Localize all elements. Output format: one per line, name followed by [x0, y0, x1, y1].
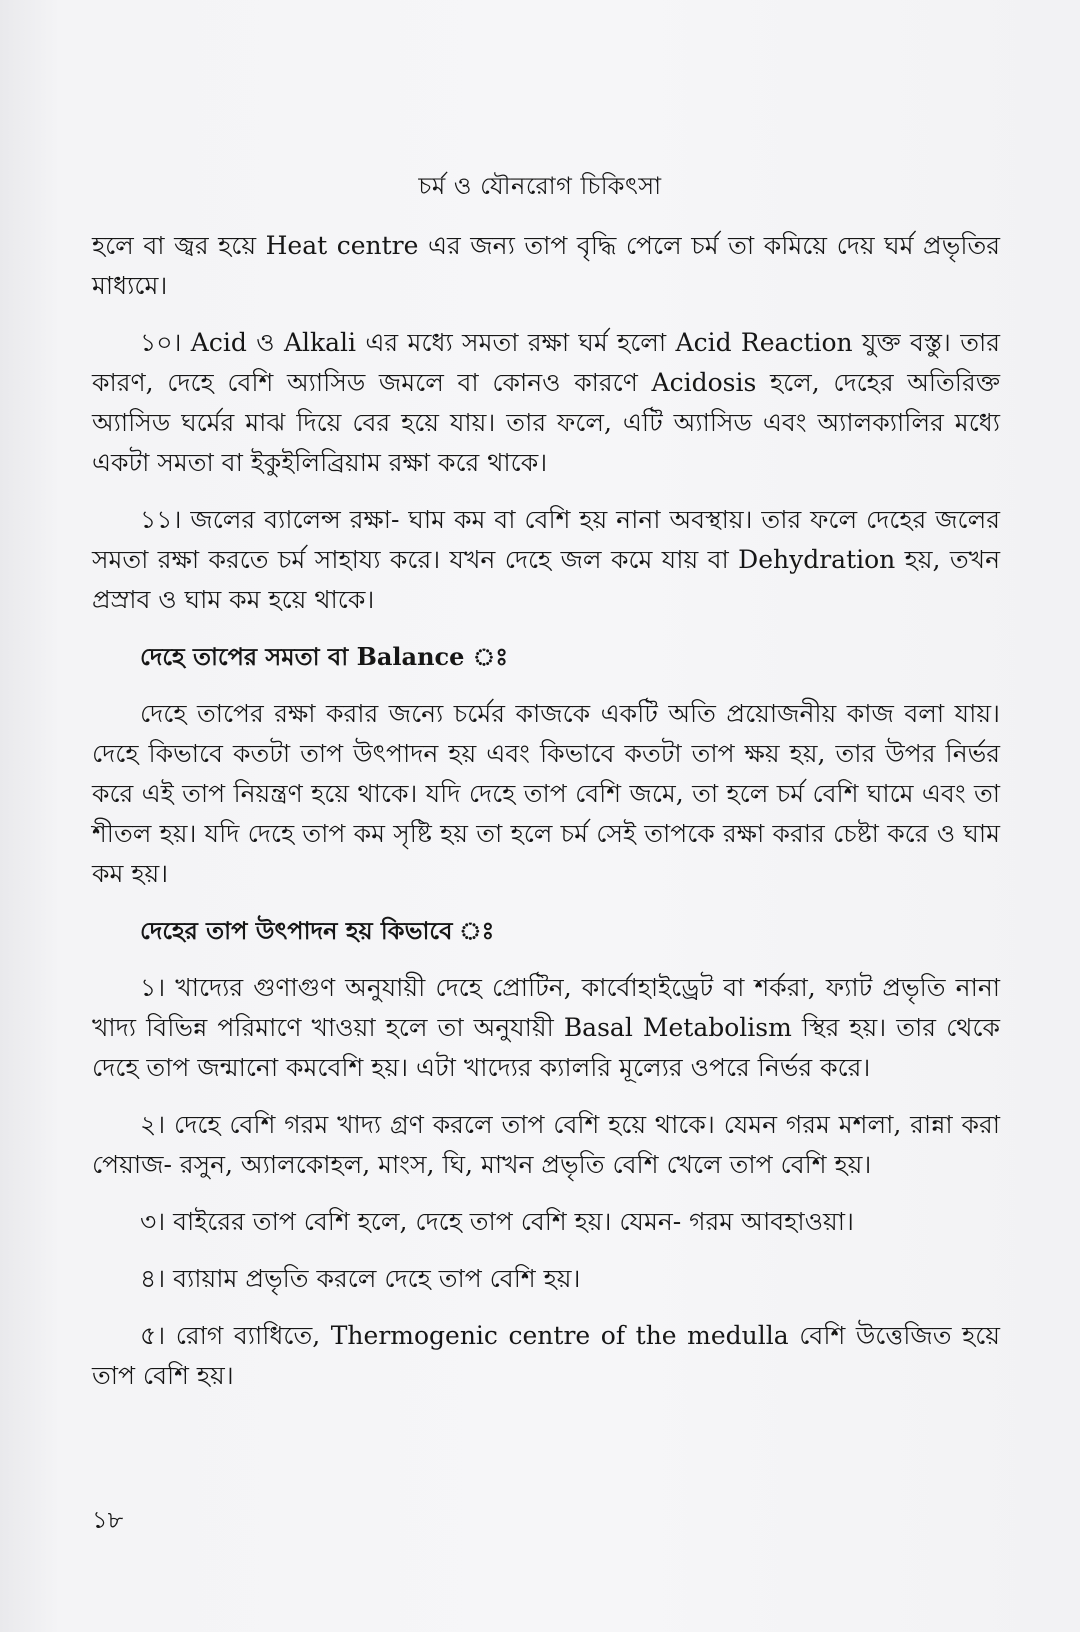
heading-heat-balance: দেহে তাপের সমতা বা Balance ঃ [140, 642, 509, 671]
paragraph-acid-alkali: ১০। Acid ও Alkali এর মধ্যে সমতা রক্ষা ঘর্ম হলো Acid Reaction যুক্ত বস্তু। তার কারণ, দেহে বেশি অ্যাসিড জমলে বা কোনও কারণে Acidosis হলে, দেহের অতিরিক্ত অ্যাসিড ঘর্মের মাঝ দিয়ে বের হয়ে যায়। তার ফলে, এটি অ্যাসিড এবং অ্যালক্যালির মধ্যে একটা সমতা বা ইকুইলিব্রিয়াম রক্ষা করে থাকে। [92, 328, 1000, 477]
list-item-external-heat: ৩। বাইরের তাপ বেশি হলে, দেহে তাপ বেশি হয়। যেমন- গরম আবহাওয়া। [140, 1207, 854, 1236]
paragraph-water-balance: ১১। জলের ব্যালেন্স রক্ষা- ঘাম কম বা বেশি হয় নানা অবস্থায়। তার ফলে দেহের জলের সমতা রক্ষা করতে চর্ম সাহায্য করে। যখন দেহে জল কমে যায় বা Dehydration হয়, তখন প্রস্রাব ও ঘাম কম হয়ে থাকে। [92, 505, 1000, 614]
list-item-hot-food: ২। দেহে বেশি গরম খাদ্য গ্রণ করলে তাপ বেশি হয়ে থাকে। যেমন গরম মশলা, রান্না করা পেয়াজ- রসুন, অ্যালকোহল, মাংস, ঘি, মাখন প্রভৃতি বেশি খেলে তাপ বেশি হয়। [92, 1110, 1000, 1179]
page-number: ১৮ [92, 1506, 124, 1534]
heading-heat-production: দেহের তাপ উৎপাদন হয় কিভাবে ঃ [140, 916, 495, 945]
running-head: চর্ম ও যৌনরোগ চিকিৎসা [418, 172, 662, 200]
list-item-exercise: ৪। ব্যায়াম প্রভৃতি করলে দেহে তাপ বেশি হয়। [140, 1264, 581, 1293]
list-item-food: ১। খাদ্যের গুণাগুণ অনুযায়ী দেহে প্রোটিন, কার্বোহাইড্রেট বা শর্করা, ফ্যাট প্রভৃতি নানা খাদ্য বিভিন্ন পরিমাণে খাওয়া হলে তা অনুযায়ী Basal Metabolism স্থির হয়। তার থেকে দেহে তাপ জন্মানো কমবেশি হয়। এটা খাদ্যের ক্যালরি মূল্যের ওপরে নির্ভর করে। [92, 973, 1000, 1082]
paragraph-heat-balance: দেহে তাপের রক্ষা করার জন্যে চর্মের কাজকে একটি অতি প্রয়োজনীয় কাজ বলা যায়। দেহে কিভাবে কতটা তাপ উৎপাদন হয় এবং কিভাবে কতটা তাপ ক্ষয় হয়, তার উপর নির্ভর করে এই তাপ নিয়ন্ত্রণ হয়ে থাকে। যদি দেহে তাপ বেশি জমে, তা হলে চর্ম বেশি ঘামে এবং তা শীতল হয়। যদি দেহে তাপ কম সৃষ্টি হয় তা হলে চর্ম সেই তাপকে রক্ষা করার চেষ্টা করে ও ঘাম কম হয়। [92, 699, 1000, 888]
list-item-disease: ৫। রোগ ব্যাধিতে, Thermogenic centre of the medulla বেশি উত্তেজিত হয়ে তাপ বেশি হয়। [92, 1321, 1000, 1390]
paragraph-continued: হলে বা জ্বর হয়ে Heat centre এর জন্য তাপ বৃদ্ধি পেলে চর্ম তা কমিয়ে দেয় ঘর্ম প্রভৃতির মাধ্যমে। [92, 231, 1000, 300]
body-text [92, 226, 1000, 1413]
